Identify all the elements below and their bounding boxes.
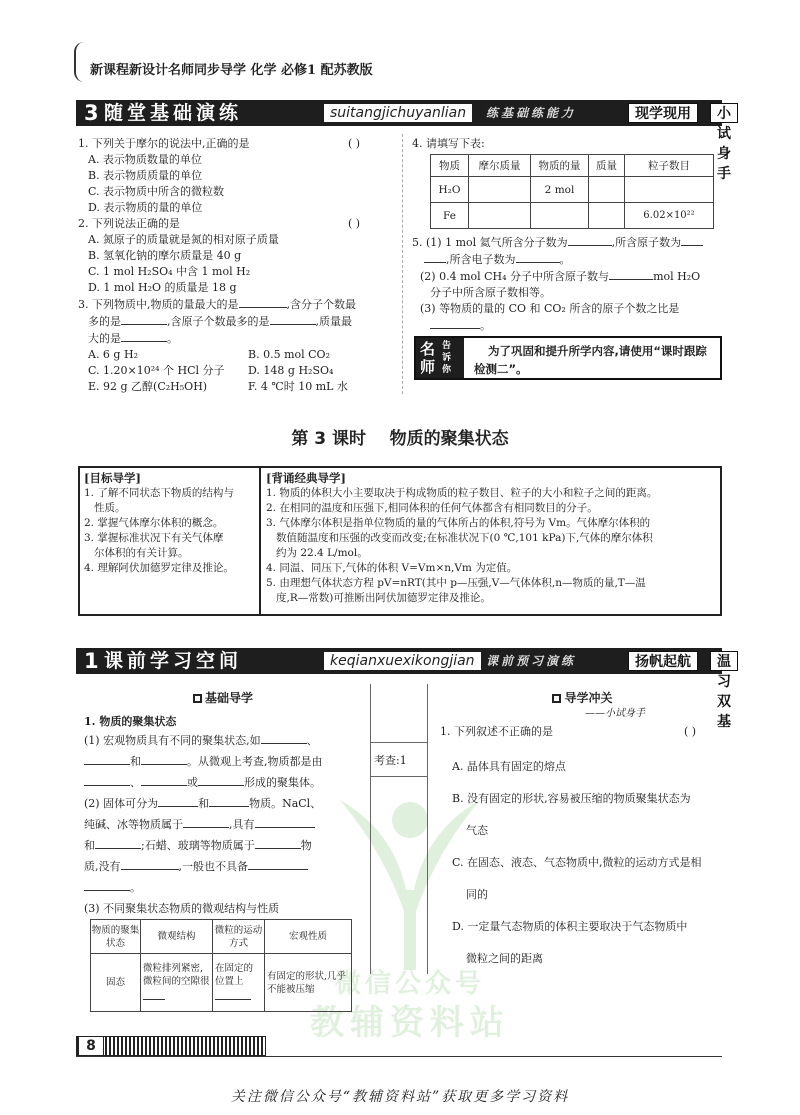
table-cell[interactable] [469,177,531,203]
answer-blank[interactable] [141,753,187,765]
option: B. 表示物质质量的单位 [88,169,203,182]
watermark-line-2: 教辅资料站 [310,1003,510,1043]
answer-blank[interactable] [239,296,287,308]
table-row [431,177,714,203]
classic-item: 约为 22.4 L/mol。 [266,547,368,559]
option: C. 1.20×10²⁴ 个 HCl 分子 [88,364,225,377]
question-3: 3. 下列物质中,物质的量最大的是 ,含分子个数最 [78,298,356,311]
answer-blank[interactable] [568,234,612,246]
answer-blank[interactable] [183,816,229,828]
answer-blank[interactable] [609,268,653,280]
overview-divider [259,466,261,616]
option: D. 表示物质的量的单位 [88,201,203,214]
column-divider [402,134,403,394]
margin-note-line [370,742,428,743]
option: A. 6 g H₂ [88,348,138,361]
option: D. 1 mol H₂O 的质量是 18 g [88,281,237,294]
table-header: 物质 [431,155,469,177]
table-cell[interactable] [469,203,531,229]
classic-item: 4. 同温、同压下,气体的体积 V=Vm×n,Vm 为定值。 [266,562,518,574]
option-cont: 气态 [466,824,488,837]
classic-item: 5. 由理想气体状态方程 pV=nRT(其中 p—压强,V—气体体积,n—物质的量,T—温 [266,577,646,589]
answer-blank[interactable] [255,837,301,849]
answer-blank[interactable] [84,879,130,891]
basics-panel: 基础导学 1. 物质的聚集状态 (1) 宏观物质具有不同的聚集状态,如 、 和 。从微观上考查,物质都是由 、 或 形成的聚集体。 (2) 固体可分为 和 物质。NaCl、 纯碱、冰等物质属于 ,具有 和 ;石蜡、玻璃等物质属于 物 质,没有 ,一般也不具备 。 (3) 不同聚集状态物质的微观结构与性质 物质的聚集状态 微观结构 微粒的运动方式 宏观性质 固态 微粒排列紧密,微粒间的空隙很 在固定的位置上 有固定的形状,几乎不能被压缩 [84,690,362,1012]
option: F. 4 ℃时 10 mL 水 [248,380,348,393]
answer-blank[interactable] [516,251,560,263]
page-number: 8 [78,1036,104,1056]
section-number: 3 [84,101,99,125]
classic-item: 2. 在相同的温度和压强下,相同体积的任何气体都含有相同数目的分子。 [266,502,598,514]
table-header: 微粒的运动方式 [213,920,265,954]
running-header: 新课程新设计名师同步导学 化学 必修1 配苏教版 [90,63,373,78]
table-header: 物质的聚集状态 [91,920,141,954]
answer-blank[interactable] [121,858,179,870]
table-cell: H₂O [431,177,469,203]
margin-note-line [370,776,428,777]
option: B. 没有固定的形状,容易被压缩的物质聚集状态为 [452,792,691,805]
header-bracket [74,42,84,82]
teacher-note-text: 为了巩固和提升所学内容,请使用“课时跟踪检测二”。 [474,344,707,376]
goal-item: 性质。 [84,502,126,514]
section-title: 课前学习空间 [104,650,243,672]
answer-blank[interactable] [158,795,198,807]
answer-blank[interactable] [430,317,480,329]
section-tag-1: 现学现用 [628,103,698,123]
goal-item: 1. 了解不同状态下物质的结构与 [84,487,234,499]
option: A. 表示物质数量的单位 [88,153,202,166]
answer-blank[interactable] [121,313,167,325]
classics-heading: [背诵经典导学] [266,471,346,485]
footer-note: 关注微信公众号“教辅资料站”获取更多学习资料 [230,1089,570,1105]
option: E. 92 g 乙醇(C₂H₅OH) [88,380,208,393]
option: A. 氮原子的质量就是氮的相对原子质量 [88,233,279,246]
goal-item: 2. 掌握气体摩尔体积的概念。 [84,517,224,529]
answer-blank[interactable] [255,816,315,828]
guide-question: 1. 下列叙述不正确的是 ( ) [440,725,697,738]
basics-subheading: 基础导学 [84,690,362,706]
question-4-table [430,154,714,229]
option: D. 148 g H₂SO₄ [248,364,334,377]
teacher-note [414,336,722,380]
section-tag-2: 小试身手 [710,103,738,123]
margin-column [370,684,428,974]
section-title: 随堂基础演练 [104,102,243,124]
question-2: 2. 下列说法正确的是 ( ) [78,217,361,230]
question-5: 5. (1) 1 mol 氦气所含分子数为 ,所含原子数为 ,所含电子数为 。 (2) 0.4 mol CH₄ 分子中所含原子数与 mol H₂O 分子中所含原子数相等。 (3) 等物质的量的 CO 和 CO₂ 所含的原子个数之比是 。 [412,234,722,334]
table-header: 宏观性质 [265,920,352,954]
lesson-title: 第 3 课时 物质的聚集状态 [291,429,509,449]
table-cell: 6.02×10²² [625,203,714,229]
option: C. 在固态、液态、气态物质中,微粒的运动方式是相 [452,856,702,869]
question-4: 4. 请填写下表: [412,137,485,150]
option: D. 一定量气态物质的体积主要取决于气态物质中 [452,920,688,933]
section-slogan: 课前预习演练 [486,654,577,668]
section-tag-2: 温习双基 [710,651,738,671]
section-tag-1: 扬帆起航 [628,651,698,671]
states-table [90,919,352,1012]
option: B. 0.5 mol CO₂ [248,348,330,361]
guide-subheading: 导学冲关 [440,690,725,706]
section-pinyin: keqianxuexikongjian [324,652,481,670]
answer-blank[interactable] [143,988,165,1000]
classic-item: 1. 物质的体积大小主要取决于构成物质的粒子数目、粒子的大小和粒子之间的距离。 [266,487,658,499]
answer-blank[interactable] [84,753,130,765]
answer-blank[interactable] [141,774,187,786]
table-row [91,954,352,1012]
answer-blank[interactable] [270,313,316,325]
option: B. 氢氧化钠的摩尔质量是 40 g [88,249,242,262]
margin-note: 考查:1 [374,754,407,767]
table-header: 质量 [589,155,625,177]
table-row [431,203,714,229]
guide-panel [440,690,725,972]
answer-blank[interactable] [248,858,308,870]
table-cell: 在固定的位置上 [213,954,265,1012]
guide-options [440,754,725,972]
table-cell[interactable] [589,177,625,203]
question-block-left: 1. 下列关于摩尔的说法中,正确的是 ( ) A. 表示物质数量的单位 B. 表示物质质量的单位 C. 表示物质中所含的微粒数 D. 表示物质的量的单位 2. 下列说法正确的是 ( ) A. 氮原子的质量就是氮的相对原子质量 B. 氢氧化钠的摩尔质量是 40 g C. 1 mol H₂SO₄ 中含 1 mol H₂ D. 1 mol H₂O 的质量是 18 g 3. 下列物质中,物质的量最大的是 ,含分子个数最 多的是 ,含原子个数最多的是 ,质量最 大的是 。 A. 6 g H₂ B. 0.5 mol CO₂ C. 1.20×10²⁴ 个 HCl 分子 D. 148 g H₂SO₄ E. 92 g 乙醇(C₂H₅OH) F. 4 ℃时 10 mL 水 [78,136,398,395]
goal-item: 3. 掌握标准状况下有关气体摩 [84,532,224,544]
classic-item: 数值随温度和压强的改变而改变;在标准状况下(0 ℃,101 kPa)下,气体的摩尔体积 [266,532,653,544]
watermark-line-1: 微信公众号 [334,969,485,999]
answer-blank[interactable] [209,795,249,807]
answer-blank[interactable] [121,330,167,342]
answer-blank[interactable] [215,988,251,1000]
table-cell: 微粒排列紧密,微粒间的空隙很 [141,954,213,1012]
page-footer-line [76,1056,722,1057]
goal-item: 4. 理解阿伏加德罗定律及推论。 [84,562,234,574]
option: C. 表示物质中所含的微粒数 [88,185,225,198]
table-header: 粒子数目 [625,155,714,177]
table-cell: Fe [431,203,469,229]
answer-blank[interactable] [261,732,307,744]
flag-icon [193,694,202,703]
classic-item: 3. 气体摩尔体积是指单位物质的量的气体所占的体积,符号为 Vm。气体摩尔体积的 [266,517,651,529]
option: A. 晶体具有固定的熔点 [452,760,566,773]
goals-panel [84,470,256,576]
table-cell: 固态 [91,954,141,1012]
answer-paren: ( ) [348,217,361,230]
answer-paren: ( ) [684,725,697,738]
table-header: 物质的量 [531,155,589,177]
table-header: 微观结构 [141,920,213,954]
option: C. 1 mol H₂SO₄ 中含 1 mol H₂ [88,265,251,278]
section-number: 1 [84,649,99,673]
option-cont: 同的 [466,888,488,901]
table-cell: 2 mol [531,177,589,203]
answer-blank[interactable] [681,234,703,246]
goals-heading: [目标导学] [84,471,141,485]
answer-blank[interactable] [95,837,141,849]
section-pinyin: suitangjichuyanlian [324,104,472,122]
classic-item: 度,R—常数)可推断出阿伏加德罗定律及推论。 [266,592,491,604]
flag-icon [552,694,561,703]
page-number-tab [76,1036,266,1056]
option-cont: 微粒之间的距离 [466,952,543,965]
table-cell[interactable] [531,203,589,229]
answer-blank[interactable] [198,774,244,786]
answer-paren: ( ) [348,137,361,150]
section-slogan: 练基础练能力 [486,106,577,120]
table-header: 摩尔质量 [469,155,531,177]
answer-blank[interactable] [84,774,130,786]
table-cell[interactable] [625,177,714,203]
teacher-note-badge: 名师 告诉你 [416,338,464,378]
answer-blank[interactable] [424,251,446,263]
question-block-right [412,136,722,334]
table-cell[interactable] [589,203,625,229]
table-cell: 有固定的形状,几乎不能被压缩 [265,954,352,1012]
goal-item: 尔体积的有关计算。 [84,547,189,559]
guide-sub: ——小试身手 [585,708,645,719]
basics-title: 1. 物质的聚集状态 [84,715,177,728]
classics-panel [266,470,718,606]
question-1: 1. 下列关于摩尔的说法中,正确的是 ( ) [78,137,361,150]
